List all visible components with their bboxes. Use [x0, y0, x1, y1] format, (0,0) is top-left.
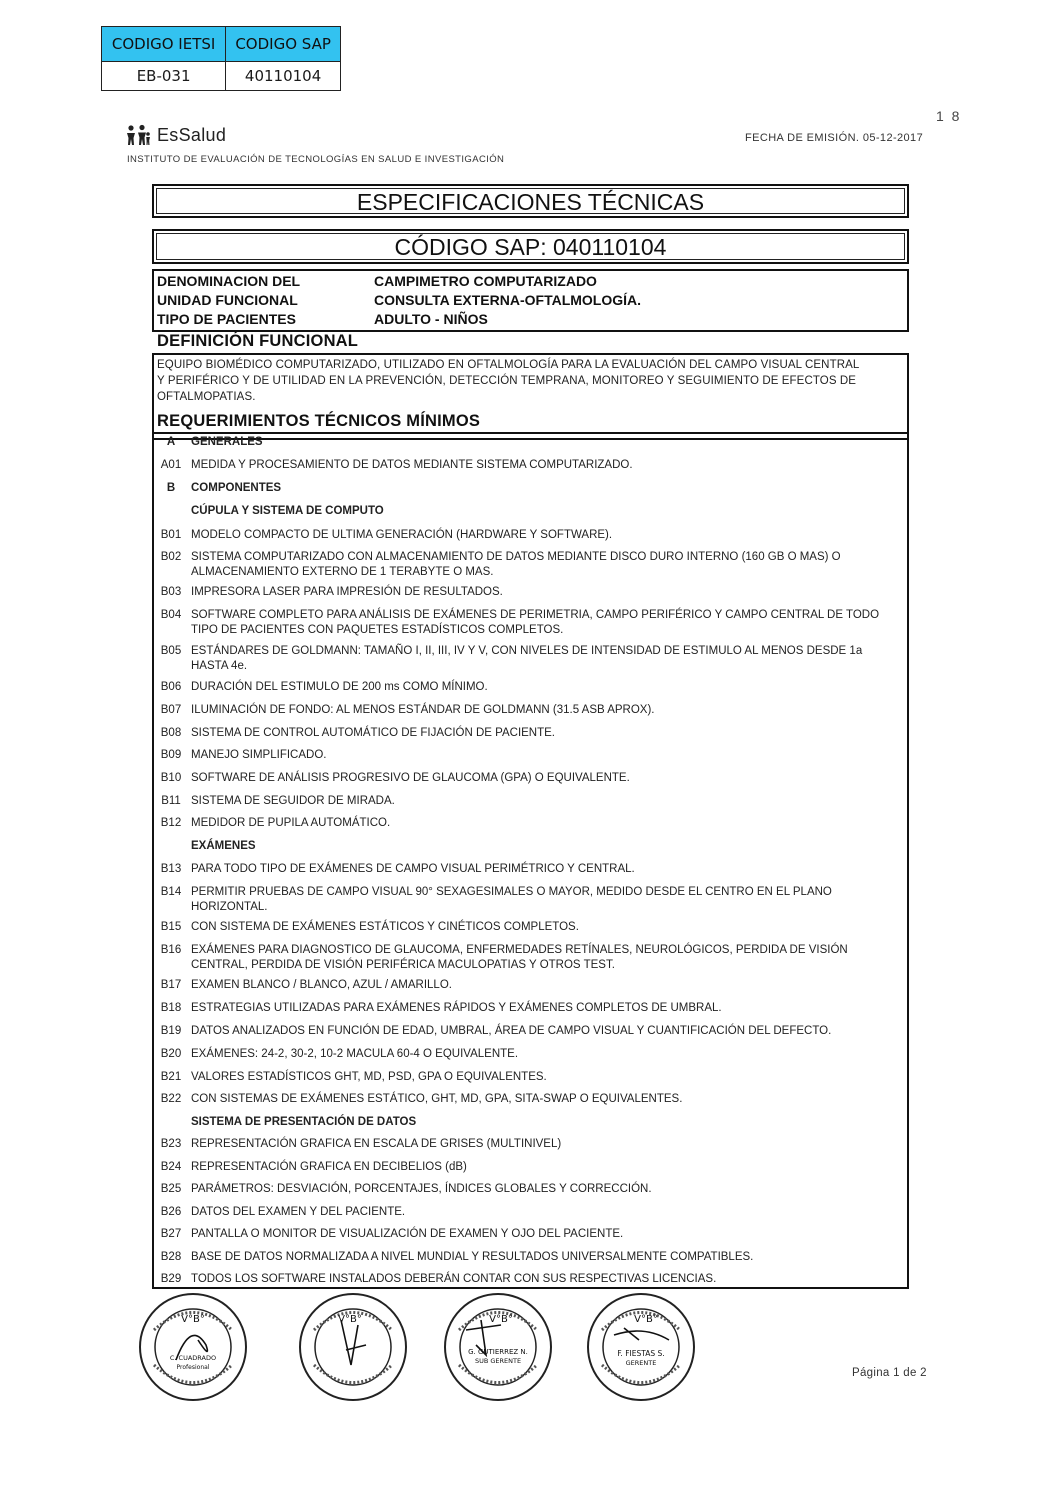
requirement-text: TODOS LOS SOFTWARE INSTALADOS DEBERÁN CONTAR CON SUS RESPECTIVAS LICENCIAS.	[191, 1273, 717, 1285]
requirement-code: B01	[160, 529, 182, 541]
code-ietsi-value: EB-031	[102, 62, 226, 91]
requirement-text: CÚPULA Y SISTEMA DE COMPUTO	[191, 505, 384, 517]
approval-seal-4	[584, 1290, 698, 1404]
requirement-text: SOFTWARE DE ANÁLISIS PROGRESIVO DE GLAUCOMA (GPA) O EQUIVALENTE.	[191, 772, 630, 784]
page-number: Página 1 de 2	[852, 1367, 927, 1379]
requirement-code: A	[166, 436, 176, 448]
requirement-code: B17	[160, 979, 182, 991]
requirement-text: DURACIÓN DEL ESTIMULO DE 200 ms COMO MÍNIMO.	[191, 681, 488, 693]
requirement-code: B03	[160, 586, 182, 598]
requirement-code: B11	[161, 795, 181, 807]
approval-seal-3	[441, 1290, 555, 1404]
requirement-code: B20	[160, 1048, 182, 1060]
requirement-code: B18	[160, 1002, 182, 1014]
seal-2-top: V°B°	[338, 1314, 362, 1325]
requirement-text: DATOS DEL EXAMEN Y DEL PACIENTE.	[191, 1206, 406, 1218]
requirement-code: B16	[160, 944, 182, 956]
requirement-text: SISTEMA COMPUTARIZADO CON ALMACENAMIENTO DE DATOS MEDIANTE DISCO DURO INTERNO (160 GB O MAS) O ALMACENAMIENTO EXTERNO DE 1 TERABYTE O MAS.	[191, 551, 841, 578]
info-box	[152, 269, 909, 332]
seal-4-role: GERENTE	[625, 1359, 657, 1367]
requirement-text: SOFTWARE COMPLETO PARA ANÁLISIS DE EXÁMENES DE PERIMETRIA, CAMPO PERIFÉRICO Y CAMPO CENTRAL DE TODO TIPO DE PACIENTES CON PAQUETES ESTADÍSTICOS COMPLETOS.	[191, 609, 880, 636]
requirement-code: B	[166, 482, 176, 494]
requirement-text: EXÁMENES: 24-2, 30-2, 10-2 MACULA 60-4 O EQUIVALENTE.	[191, 1048, 519, 1060]
approval-seal-1	[136, 1290, 250, 1404]
requirement-text: PARA TODO TIPO DE EXÁMENES DE CAMPO VISUAL PERIMÉTRICO Y CENTRAL.	[191, 863, 635, 875]
info-label: TIPO DE PACIENTES	[157, 311, 296, 327]
requerimientos-heading: REQUERIMIENTOS TÉCNICOS MÍNIMOS	[157, 412, 484, 431]
emission-date: FECHA DE EMISIÓN. 05-12-2017	[745, 132, 924, 144]
info-value: CONSULTA EXTERNA-OFTALMOLOGÍA.	[374, 292, 642, 308]
requirement-code: B08	[160, 727, 182, 739]
code-sap-value: 40110104	[226, 62, 341, 91]
info-label: DENOMINACION DEL	[157, 273, 301, 289]
requirement-text: EXAMEN BLANCO / BLANCO, AZUL / AMARILLO.	[191, 979, 452, 991]
sap-code-title: CÓDIGO SAP: 040110104	[152, 229, 909, 264]
requirement-code: B06	[160, 681, 182, 693]
requirement-code: B22	[160, 1093, 182, 1105]
requirement-text: ESTRATEGIAS UTILIZADAS PARA EXÁMENES RÁPIDOS Y EXÁMENES COMPLETOS DE UMBRAL.	[191, 1002, 722, 1014]
requirement-text: PARÁMETROS: DESVIACIÓN, PORCENTAJES, ÍNDICES GLOBALES Y CORRECCIÓN.	[191, 1183, 652, 1195]
code-table	[101, 26, 341, 91]
seal-1-top: V°B°	[181, 1314, 205, 1325]
requirement-text: EXÁMENES PARA DIAGNOSTICO DE GLAUCOMA, ENFERMEDADES RETÍNALES, NEUROLÓGICOS, PERDIDA DE VISIÓN CENTRAL, PERDIDA DE VISIÓN PERIFÉRICA MACULOPATIAS Y OTROS TEST.	[191, 944, 848, 971]
info-value: CAMPIMETRO COMPUTARIZADO	[374, 273, 597, 289]
requirement-code: B25	[160, 1183, 182, 1195]
main-title: ESPECIFICACIONES TÉCNICAS	[152, 184, 909, 218]
requirement-code: B23	[160, 1138, 182, 1150]
requirement-text: ESTÁNDARES DE GOLDMANN: TAMAÑO I, II, III, IV Y V, CON NIVELES DE INTENSIDAD DE ESTIMULO AL MENOS DESDE 1a HASTA 4e.	[191, 645, 863, 672]
requirement-text: CON SISTEMA DE EXÁMENES ESTÁTICOS Y CINÉTICOS COMPLETOS.	[191, 921, 579, 933]
requirement-text: COMPONENTES	[191, 482, 282, 494]
seal-1-name: C. CUADRADO	[169, 1354, 217, 1362]
seal-4-name: F. FIESTAS S.	[617, 1349, 665, 1358]
definicion-heading: DEFINICIÓN FUNCIONAL	[157, 332, 359, 350]
requirement-code: B13	[160, 863, 182, 875]
requirement-code: B28	[160, 1251, 182, 1263]
requirement-text: IMPRESORA LASER PARA IMPRESIÓN DE RESULTADOS.	[191, 586, 503, 598]
seal-3-top: V°B°	[489, 1314, 513, 1325]
requirement-code: B09	[160, 749, 182, 761]
page-folio-mark: 1 8	[936, 108, 962, 124]
requirement-code: B12	[160, 817, 182, 829]
requirement-text: ILUMINACIÓN DE FONDO: AL MENOS ESTÁNDAR DE GOLDMANN (31.5 ASB APROX).	[191, 704, 655, 716]
requirement-text: CON SISTEMAS DE EXÁMENES ESTÁTICO, GHT, MD, GPA, SITA-SWAP O EQUIVALENTES.	[191, 1093, 683, 1105]
requirement-code: B27	[160, 1228, 182, 1240]
code-ietsi-header: CODIGO IETSI	[102, 27, 226, 62]
requirement-code: B04	[160, 609, 182, 621]
requirement-text: MANEJO SIMPLIFICADO.	[191, 749, 327, 761]
requirement-text: GENERALES	[191, 436, 263, 448]
requirement-code: B21	[160, 1071, 182, 1083]
requirement-text: SISTEMA DE SEGUIDOR DE MIRADA.	[191, 795, 395, 807]
requirement-code: B24	[160, 1161, 182, 1173]
requirement-text: SISTEMA DE CONTROL AUTOMÁTICO DE FIJACIÓN DE PACIENTE.	[191, 727, 556, 739]
requerimientos-box	[152, 432, 909, 1289]
definicion-line: Y PERIFÉRICO Y DE UTILIDAD EN LA PREVENCIÓN, DETECCIÓN TEMPRANA, MONITOREO Y SEGUIMIENTO DE EFECTOS DE	[157, 375, 857, 387]
requirement-code: B26	[160, 1206, 182, 1218]
requirement-code: B19	[160, 1025, 182, 1037]
requirement-text: MEDIDOR DE PUPILA AUTOMÁTICO.	[191, 817, 391, 829]
requirement-code: B29	[160, 1273, 182, 1285]
code-sap-header: CODIGO SAP	[226, 27, 341, 62]
family-figures-icon	[125, 124, 151, 146]
requirement-code: B15	[160, 921, 182, 933]
requirement-text: PANTALLA O MONITOR DE VISUALIZACIÓN DE EXAMEN Y OJO DEL PACIENTE.	[191, 1228, 624, 1240]
essalud-logo	[125, 124, 226, 146]
seal-3-role: SUB GERENTE	[474, 1357, 522, 1365]
requirement-code: B07	[160, 704, 182, 716]
institute-name: INSTITUTO DE EVALUACIÓN DE TECNOLOGÍAS EN SALUD E INVESTIGACIÓN	[127, 154, 505, 165]
requirement-code: B02	[160, 551, 182, 563]
requirement-text: MEDIDA Y PROCESAMIENTO DE DATOS MEDIANTE SISTEMA COMPUTARIZADO.	[191, 459, 633, 471]
requirement-text: REPRESENTACIÓN GRAFICA EN DECIBELIOS (dB)	[191, 1161, 467, 1173]
requirement-text: BASE DE DATOS NORMALIZADA A NIVEL MUNDIAL Y RESULTADOS UNIVERSALMENTE COMPATIBLES.	[191, 1251, 754, 1263]
approval-seal-2	[296, 1290, 410, 1404]
requirement-text: REPRESENTACIÓN GRAFICA EN ESCALA DE GRISES (MULTINIVEL)	[191, 1138, 562, 1150]
seal-4-top: V°B°	[634, 1314, 658, 1325]
seal-3-name: G. GUTIERREZ N.	[468, 1348, 528, 1356]
requirement-code: B05	[160, 645, 182, 657]
requirement-code: B10	[160, 772, 182, 784]
definicion-line: OFTALMOPATIAS.	[157, 391, 256, 403]
requirement-text: EXÁMENES	[191, 840, 256, 852]
requirement-text: VALORES ESTADÍSTICOS GHT, MD, PSD, GPA O EQUIVALENTES.	[191, 1071, 547, 1083]
requirement-text: DATOS ANALIZADOS EN FUNCIÓN DE EDAD, UMBRAL, ÁREA DE CAMPO VISUAL Y CUANTIFICACIÓN DEL DEFECTO.	[191, 1025, 832, 1037]
definicion-text	[154, 355, 907, 407]
requirement-code: B14	[160, 886, 182, 898]
logo-text: EsSalud	[157, 124, 227, 145]
definicion-line: EQUIPO BIOMÉDICO COMPUTARIZADO, UTILIZADO EN OFTALMOLOGÍA PARA LA EVALUACIÓN DEL CAMPO VISUAL CENTRAL	[157, 359, 860, 371]
requirement-text: SISTEMA DE PRESENTACIÓN DE DATOS	[191, 1116, 417, 1128]
requirement-text: MODELO COMPACTO DE ULTIMA GENERACIÓN (HARDWARE Y SOFTWARE).	[191, 529, 613, 541]
requirement-code: A01	[160, 459, 182, 471]
seal-1-role: Profesional	[176, 1364, 210, 1371]
info-value: ADULTO - NIÑOS	[374, 311, 488, 327]
requirement-text: PERMITIR PRUEBAS DE CAMPO VISUAL 90° SEXAGESIMALES O MAYOR, MEDIDO DESDE EL CENTRO EN EL PLANO HORIZONTAL.	[191, 886, 832, 913]
info-label: UNIDAD FUNCIONAL	[157, 292, 298, 308]
